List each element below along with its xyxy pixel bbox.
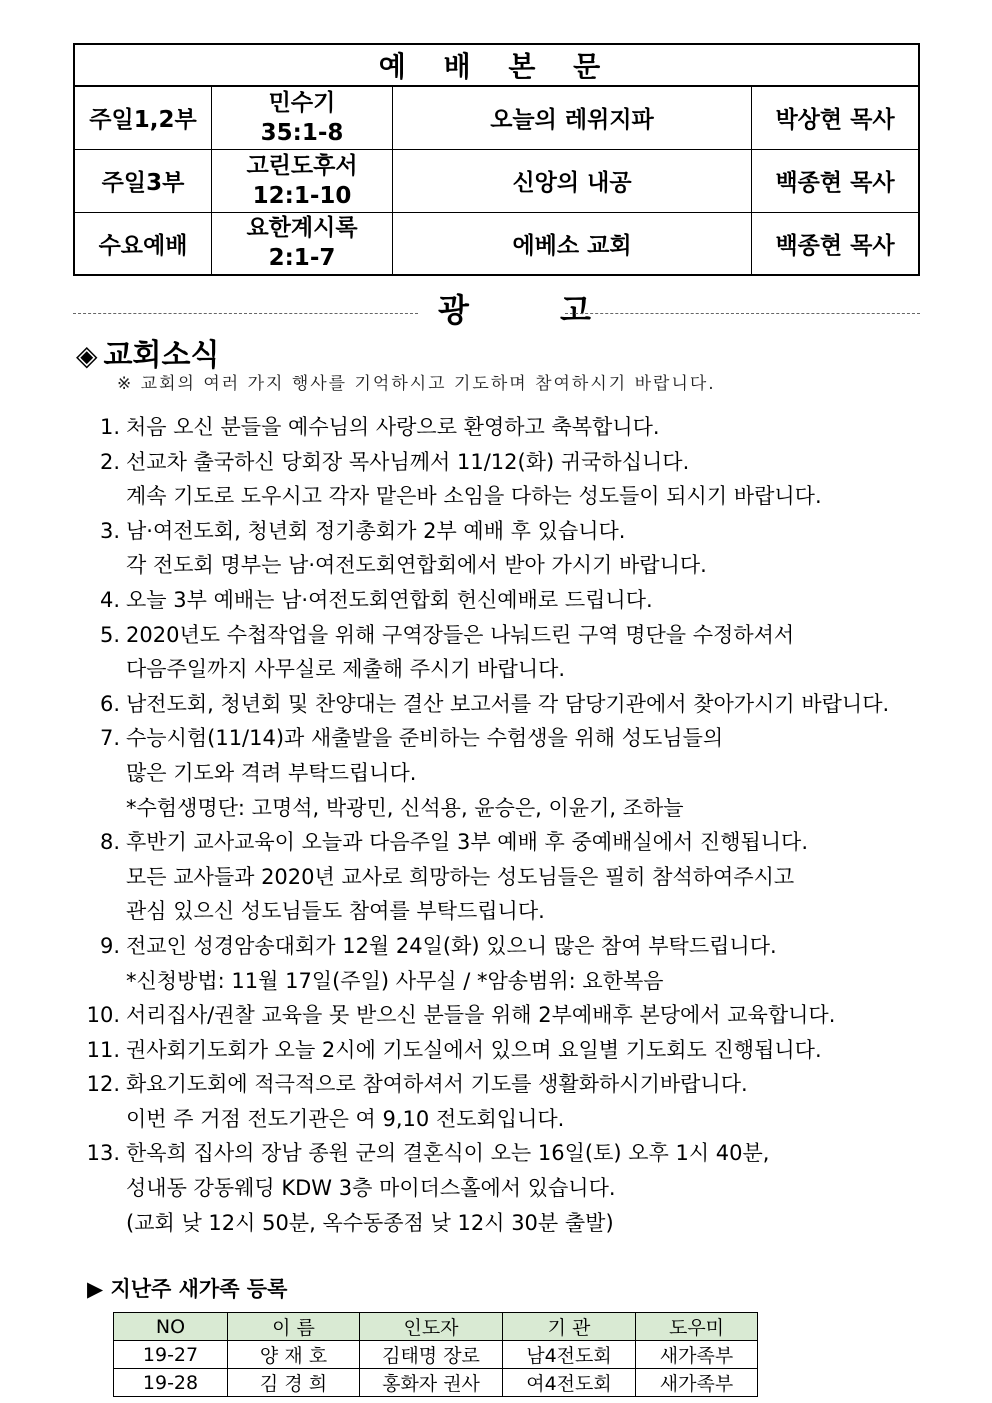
table-cell: 새가족부 [636,1341,758,1369]
announcement-item [70,583,950,618]
announcement-item-line [70,1171,950,1206]
announcement-item [70,618,950,653]
item-number: 9. [99,933,120,958]
scripture-verses: 35:1-8 [260,119,344,146]
item-text: 다음주일까지 사무실로 제출해 주시기 바랍니다. [126,657,566,682]
item-text: 많은 기도와 격려 부탁드립니다. [126,760,417,785]
announcement-item [70,1067,950,1102]
item-text: 권사회기도회가 오늘 2시에 기도실에서 있으며 요일별 기도회도 진행됩니다. [126,1037,822,1062]
item-text: *수험생명단: 고명석, 박광민, 신석용, 윤승은, 이윤기, 조하늘 [126,795,684,820]
announcement-item [70,929,950,964]
item-number: 6. [99,691,120,716]
announcement-item-line [70,964,950,999]
item-number: 4. [99,587,120,612]
announcement-item [70,1136,950,1171]
item-text: *신청방법: 11월 17일(주일) 사무실 / *암송범위: 요한복음 [126,968,664,993]
scripture-ref [212,149,393,212]
section-title: 교회소식 [103,338,220,373]
table-header-row [114,1313,758,1341]
column-header: 인도자 [360,1313,503,1341]
service-name: 주일3부 [74,149,212,212]
worship-scripture-table [73,43,920,276]
table-cell: 남4전도회 [503,1341,636,1369]
worship-row [74,149,919,212]
announcement-title: 광 고 [438,291,631,329]
table-row [114,1341,758,1369]
announcement-list [70,410,950,1240]
item-text: 수능시험(11/14)과 새출발을 준비하는 수험생을 위해 성도님들의 [126,726,724,751]
column-header: 이 름 [228,1313,360,1341]
announcement-item-line [70,860,950,895]
worship-table-title: 예 배 본 문 [74,44,919,86]
item-text: 화요기도회에 적극적으로 참여하셔서 기도를 생활화하시기바랍니다. [126,1072,748,1097]
announcement-item-line [70,479,950,514]
table-cell: 19-28 [114,1369,228,1397]
dashed-divider [565,313,920,314]
column-header: 도우미 [636,1313,758,1341]
scripture-book: 요한계시록 [246,215,358,242]
scripture-book: 민수기 [268,89,336,116]
announcement-item [70,445,950,480]
scripture-verses: 2:1-7 [268,245,336,272]
service-name: 주일1,2부 [74,86,212,149]
table-cell: 여4전도회 [503,1369,636,1397]
table-row [114,1369,758,1397]
item-text: 계속 기도로 도우시고 각자 맡은바 소임을 다하는 성도들이 되시기 바랍니다. [126,484,822,509]
table-cell: 김태명 장로 [360,1341,503,1369]
new-family-heading: ▶ 지난주 새가족 등록 [87,1277,288,1301]
sermon-title: 신앙의 내공 [393,149,752,212]
worship-row [74,212,919,275]
announcement-item [70,721,950,756]
new-family-table [113,1312,758,1397]
announcement-item-line [70,756,950,791]
sermon-title: 에베소 교회 [393,212,752,275]
item-number: 11. [86,1037,120,1062]
item-text: 관심 있으신 성도님들도 참여를 부탁드립니다. [126,899,545,924]
column-header: 기 관 [503,1313,636,1341]
item-number: 2. [99,449,120,474]
preacher: 백종현 목사 [752,212,920,275]
item-text: 각 전도회 명부는 남·여전도회연합회에서 받아 가시기 바랍니다. [126,553,707,578]
item-text: 처음 오신 분들을 예수님의 사랑으로 환영하고 축복합니다. [126,415,660,439]
announcement-item [70,1033,950,1068]
scripture-ref [212,86,393,149]
preacher: 박상현 목사 [752,86,920,149]
worship-row [74,86,919,149]
table-cell: 양 재 호 [228,1341,360,1369]
item-text: 남·여전도회, 청년회 정기총회가 2부 예배 후 있습니다. [126,518,626,543]
announcement-item [70,687,950,722]
dashed-divider [73,313,418,314]
item-text: 모든 교사들과 2020년 교사로 희망하는 성도님들은 필히 참석하여주시고 [126,864,795,889]
item-text: 한옥희 집사의 장남 종원 군의 결혼식이 오는 16일(토) 오후 1시 40분, [126,1141,770,1166]
table-cell: 홍화자 권사 [360,1369,503,1397]
diamond-icon: ◈ [76,339,98,372]
column-header: NO [114,1313,228,1341]
table-cell: 김 경 희 [228,1369,360,1397]
announcement-item-line [70,791,950,826]
scripture-ref [212,212,393,275]
announcement-item-line [70,652,950,687]
section-heading [76,330,219,374]
item-number: 13. [86,1141,120,1166]
item-text: 이번 주 거점 전도기관은 여 9,10 전도회입니다. [126,1106,565,1131]
item-number: 1. [99,415,120,439]
service-name: 수요예배 [74,212,212,275]
announcement-item-line [70,548,950,583]
item-text: (교회 낮 12시 50분, 옥수동종점 낮 12시 30분 출발) [126,1210,614,1235]
announcement-item [70,998,950,1033]
table-cell: 새가족부 [636,1369,758,1397]
announcement-item [70,825,950,860]
item-text: 2020년도 수첩작업을 위해 구역장들은 나눠드린 구역 명단을 수정하셔서 [126,622,795,647]
item-text: 선교차 출국하신 당회장 목사님께서 11/12(화) 귀국하십니다. [126,449,690,474]
announcement-item-line [70,894,950,929]
item-text: 전교인 성경암송대회가 12월 24일(화) 있으니 많은 참여 부탁드립니다. [126,933,777,958]
announcement-item [70,410,950,445]
item-text: 서리집사/권찰 교육을 못 받으신 분들을 위해 2부예배후 본당에서 교육합니다. [126,1003,836,1028]
announcement-separator [73,285,920,329]
item-text: 남전도회, 청년회 및 찬양대는 결산 보고서를 각 담당기관에서 찾아가시기 바랍니다. [126,691,890,716]
announcement-item [70,514,950,549]
sermon-title: 오늘의 레위지파 [393,86,752,149]
item-number: 3. [99,518,120,543]
item-text: 오늘 3부 예배는 남·여전도회연합회 헌신예배로 드립니다. [126,587,653,612]
preacher: 백종현 목사 [752,149,920,212]
scripture-book: 고린도후서 [246,152,358,179]
scripture-verses: 12:1-10 [252,182,352,209]
section-note: ※ 교회의 여러 가지 행사를 기억하시고 기도하며 참여하시기 바랍니다. [117,374,716,394]
item-number: 10. [86,1003,120,1028]
announcement-item-line [70,1102,950,1137]
item-text: 후반기 교사교육이 오늘과 다음주일 3부 예배 후 중예배실에서 진행됩니다. [126,830,809,855]
announcement-item-line [70,1206,950,1241]
table-cell: 19-27 [114,1341,228,1369]
item-number: 7. [99,726,120,751]
item-number: 8. [99,830,120,855]
item-number: 5. [99,622,120,647]
item-number: 12. [86,1072,120,1097]
item-text: 성내동 강동웨딩 KDW 3층 마이더스홀에서 있습니다. [126,1176,616,1201]
